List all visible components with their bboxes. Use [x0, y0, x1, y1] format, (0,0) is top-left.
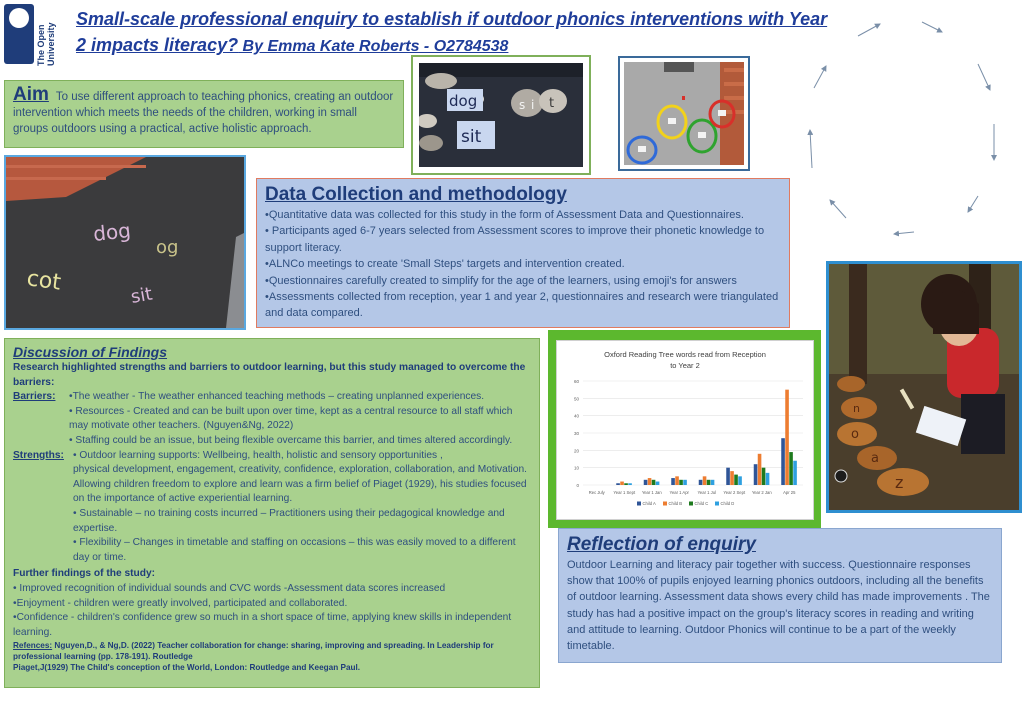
chart-bar [738, 476, 742, 485]
chart-bar [734, 475, 738, 485]
poster-title [76, 6, 836, 60]
further-finding-item: •Enjoyment - children were greatly involved, participated and collaborated. [13, 597, 348, 609]
chalk-scribble: og [156, 237, 179, 258]
chart-bar [616, 483, 620, 485]
discussion-box [4, 338, 540, 688]
chart-bar [766, 473, 770, 485]
chart-y-tick-label: 10 [573, 465, 579, 471]
data-collection-line: • Participants aged 6-7 years selected from Assessment scores to improve their phonetic knowledge to support literacy. [265, 225, 765, 254]
references-label: Refences: [13, 641, 53, 651]
cycle-node-assessments-2: Assessments [855, 224, 885, 230]
research-cycle-diagram [782, 0, 1026, 250]
reflection-heading: Reflection of enquiry [567, 534, 756, 555]
chart-y-tick-label: 40 [573, 413, 579, 419]
chart-bar [785, 390, 789, 485]
chart-title: to Year 2 [670, 361, 700, 370]
chart-bar [703, 476, 707, 485]
stone-letter-s: s [519, 98, 526, 112]
chalk-word-dog: dog [92, 218, 132, 246]
word-card-sit: sit [461, 127, 482, 147]
strengths-label: Strengths: [13, 449, 64, 461]
word-cards-scene [419, 63, 583, 167]
references [13, 640, 531, 673]
chart-title: Oxford Reading Tree words read from Reception [604, 350, 766, 359]
chart-legend-label: Child D [720, 501, 735, 506]
chart-x-tick-label: Rec July [588, 490, 605, 495]
hoops-scene [624, 62, 744, 165]
cycle-node-research: Research [984, 106, 1006, 112]
chalk-scene [6, 157, 244, 328]
reading-chart [556, 340, 814, 520]
stone-letter-t: t [549, 96, 555, 111]
chart-x-tick-label: Year 2 Jan [751, 490, 772, 495]
reflection-text: Outdoor Learning and literacy pair together with success. Questionnaire responses show that 100% of pupils enjoyed learning phonics outdoors, including all the benefits of outdoor learning. Assessment data shows every child has made improvements . The study has had a positive impact on the group's literacy scores in reading and writing and attitude to learning. Outdoor Phonics will continue to be a part of the weekly timetable. [567, 559, 990, 653]
chart-bar [644, 480, 648, 485]
poster-title-main: Small-scale professional enquiry to establish if outdoor phonics interventions with Year 2 impacts literacy? [76, 9, 828, 55]
data-collection-heading: Data Collection and methodology [265, 184, 567, 205]
chart-bar [648, 478, 652, 485]
photo-word-cards [411, 55, 591, 175]
barrier-item: • Resources - Created and can be built upon over time, kept as a central resource to all staff which may motivate other teachers. (Nguyen&Ng, 2022) [69, 405, 513, 432]
chart-y-tick-label: 30 [573, 431, 579, 436]
log-letter-n: n [853, 402, 860, 415]
chart-bar [699, 480, 703, 485]
aim-box [4, 80, 404, 148]
chart-bar [656, 482, 660, 485]
chart-y-tick-label: 60 [573, 379, 579, 384]
logo-text: The Open University [36, 22, 56, 66]
chart-x-tick-label: Apr 25 [783, 490, 796, 495]
cycle-node-findings-reflection: Findings and reflection [825, 43, 855, 55]
cycle-node-outdoor-activities: Outdoor activities [924, 221, 944, 233]
chart-bar [628, 483, 632, 485]
discussion-intro: Research highlighted strengths and barriers to outdoor learning, but this study managed to overcome the barriers: [13, 362, 526, 388]
logo-circle-icon [9, 8, 29, 28]
chart-bar [758, 454, 762, 485]
barriers-label: Barriers: [13, 391, 56, 403]
chart-bar [675, 476, 679, 485]
aim-heading: Aim [13, 84, 49, 105]
child-scene [829, 264, 1019, 510]
data-collection-box [256, 178, 790, 328]
chart-bar [624, 483, 628, 485]
chart-bar [711, 480, 715, 485]
photo-child-writing [826, 261, 1022, 513]
cycle-node-assessments: Assessments [886, 19, 916, 25]
chart-bar [762, 468, 766, 485]
chart-svg [557, 341, 813, 519]
chart-y-tick-label: 20 [573, 448, 579, 454]
further-findings-heading: Further findings of the study: [13, 568, 156, 580]
word-card-dog: dog [449, 92, 478, 110]
data-collection-line: •ALNCo meetings to create 'Small Steps' targets and intervention created. [265, 258, 625, 271]
chart-legend-label: Child B [668, 501, 682, 506]
strength-item: • Sustainable – no training costs incurred – Practitioners using their pedagogical knowledge and expertise. [73, 507, 505, 534]
reference-item: Nguyen,D., & Ng,D. (2022) Teacher collaboration for change: sharing, improving and spreading. In Leadership for professional learning (pp. 178-191). Routledge [13, 641, 494, 662]
log-letter-a: a [871, 451, 879, 466]
barrier-item: •The weather - The weather enhanced teaching methods – creating unplanned experiences. [69, 391, 485, 403]
cycle-node-alnco-meetings: ALNCo meetings [951, 41, 973, 53]
chart-x-tick-label: Year 1 Jan [641, 490, 662, 495]
chart-legend-label: Child C [694, 501, 709, 506]
strength-item: • Outdoor learning supports: Wellbeing, health, holistic and sensory opportunities , [73, 449, 443, 461]
chart-legend-swatch [689, 502, 693, 506]
barrier-item: • Staffing could be an issue, but being flexible overcame this barrier, and times altered accordingly. [69, 434, 513, 446]
strengths-section [13, 449, 531, 566]
chalk-word-cot: cot [25, 266, 63, 296]
chart-x-tick-label: Year 1 Sept [613, 490, 636, 495]
chart-x-tick-label: Year 1 Jul [697, 490, 716, 495]
log-letter-z: z [895, 473, 904, 492]
photo-chalk-ground [4, 155, 246, 330]
cycle-node-assessments-3: Assessments [794, 106, 824, 112]
chart-bar [789, 452, 793, 485]
reflection-box [558, 528, 1002, 663]
chart-bar [730, 471, 734, 485]
stone-letter-i: i [531, 98, 535, 112]
chart-bar [707, 480, 711, 485]
chart-bar [726, 468, 730, 485]
chart-legend-swatch [637, 502, 641, 506]
data-collection-line: •Quantitative data was collected for this study in the form of Assessment Data and Questionnaires. [265, 209, 744, 221]
photo-hoops [618, 56, 750, 171]
chart-bar [679, 480, 683, 485]
chalk-word-sit: sit [129, 283, 154, 308]
chart-y-tick-label: 0 [576, 483, 579, 488]
chart-bar [781, 438, 785, 485]
cycle-node-outdoor-activities-2: Outdoor Activities [809, 175, 829, 187]
chart-bar [620, 482, 624, 485]
chart-legend-label: Child A [642, 501, 656, 506]
further-finding-item: •Confidence - children's confidence grew so much in a short space of time, applying knew skills in independent learning. [13, 612, 512, 638]
data-collection-line: •Questionnaires carefully created to simplify for the age of the learners, using emoji's for answers [265, 274, 737, 287]
discussion-heading: Discussion of Findings [13, 344, 168, 360]
strength-item: physical development, engagement, creativity, confidence, exploration, collaboration, and Motivation. Allowing children freedom to explore and learn was a firm belief of Piaget (1929), his studies focused on the importance of active experiential learning. [73, 464, 527, 505]
cycle-node-questionnaires: Questionnaires [966, 178, 1000, 184]
chart-y-tick-label: 50 [573, 396, 579, 402]
chart-x-tick-label: Year 2 Sept [723, 490, 746, 495]
strength-item: • Flexibility – Changes in timetable and staffing on occasions – this was easily moved to a different day or time. [73, 537, 516, 563]
open-university-logo [0, 0, 68, 68]
chart-legend-swatch [663, 502, 667, 506]
chart-legend-swatch [715, 502, 719, 506]
poster-author: By Emma Kate Roberts - O2784538 [238, 38, 509, 55]
chart-bar [652, 480, 656, 485]
chart-bar [683, 480, 687, 485]
reference-item: Piaget,J(1929) The Child's conception of the World, London: Routledge and Keegan Paul. [13, 663, 361, 673]
aim-text: To use different approach to teaching phonics, creating an outdoor intervention which meets the needs of the children, working in small groups outdoors using a practical, active holistic approach. [13, 91, 394, 135]
barriers-section [13, 390, 531, 448]
data-collection-line: •Assessments collected from reception, year 1 and year 2, questionnaires and research were triangulated and data compared. [265, 291, 779, 320]
chart-bar [793, 461, 797, 485]
further-finding-item: • Improved recognition of individual sounds and CVC words -Assessment data scores increased [13, 582, 446, 594]
log-letter-o: o [851, 427, 859, 442]
chart-bar [754, 464, 758, 485]
chart-x-tick-label: Year 1 Apr [669, 490, 689, 495]
cycle-arrows [782, 0, 1026, 250]
chart-bar [671, 478, 675, 485]
